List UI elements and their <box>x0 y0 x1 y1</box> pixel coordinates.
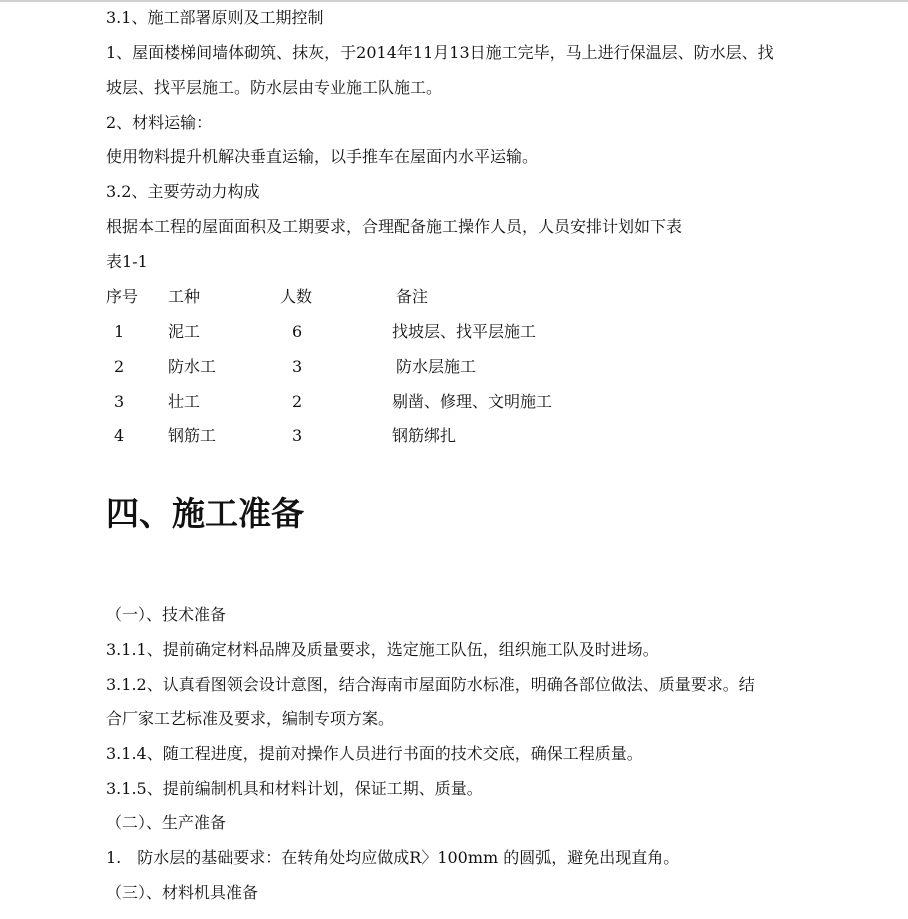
row-remarks: 剔凿、修理、文明施工 <box>392 392 553 411</box>
row-trade: 壮工 <box>168 392 201 411</box>
row-index: 3 <box>114 392 125 411</box>
paragraph-line: 3.1.4、随工程进度，提前对操作人员进行书面的技术交底，确保工程质量。 <box>106 744 643 763</box>
paragraph-line: 1. 防水层的基础要求：在转角处均应做成R〉100mm 的圆弧，避免出现直角。 <box>106 848 680 867</box>
table-caption: 表1-1 <box>106 252 148 271</box>
material-transport-heading: 2、材料运输： <box>106 113 213 132</box>
paragraph-line: 根据本工程的屋面面积及工期要求，合理配备施工操作人员，人员安排计划如下表 <box>106 217 683 236</box>
row-remarks: 防水层施工 <box>396 357 477 376</box>
section-3-2-heading: 3.2、主要劳动力构成 <box>106 182 260 201</box>
page-top-border <box>0 0 908 2</box>
paragraph-line: 使用物料提升机解决垂直运输，以手推车在屋面内水平运输。 <box>106 147 539 166</box>
row-count: 3 <box>292 357 303 376</box>
row-count: 2 <box>292 392 303 411</box>
row-index: 4 <box>114 426 125 445</box>
production-prep-heading: （二）、生产准备 <box>106 813 227 832</box>
paragraph-line: 坡层、找平层施工。防水层由专业施工队施工。 <box>106 78 443 97</box>
row-count: 3 <box>292 426 303 445</box>
paragraph-line: 1、屋面楼梯间墙体砌筑、抹灰，于2014年11月13日施工完毕，马上进行保温层、防水层、找 <box>106 43 774 62</box>
materials-prep-heading: （三）、材料机具准备 <box>106 883 259 902</box>
section-heading: 四、施工准备 <box>106 494 304 533</box>
paragraph-line: 合厂家工艺标准及要求，编制专项方案。 <box>106 709 395 728</box>
header-cell-index: 序号 <box>106 287 139 306</box>
header-cell-trade: 工种 <box>168 287 201 306</box>
section-3-1-heading: 3.1、施工部署原则及工期控制 <box>106 8 324 27</box>
row-trade: 钢筋工 <box>168 426 217 445</box>
row-trade: 防水工 <box>168 357 217 376</box>
row-trade: 泥工 <box>168 322 201 341</box>
paragraph-line: 3.1.2、认真看图领会设计意图，结合海南市屋面防水标准，明确各部位做法、质量要求。结 <box>106 675 755 694</box>
row-remarks: 钢筋绑扎 <box>392 426 457 445</box>
row-count: 6 <box>292 322 303 341</box>
header-cell-remarks: 备注 <box>396 287 429 306</box>
paragraph-line: 3.1.1、提前确定材料品牌及质量要求，选定施工队伍，组织施工队及时进场。 <box>106 640 659 659</box>
row-index: 2 <box>114 357 125 376</box>
tech-prep-heading: （一）、技术准备 <box>106 605 227 624</box>
row-remarks: 找坡层、找平层施工 <box>392 322 537 341</box>
row-index: 1 <box>114 322 125 341</box>
paragraph-line: 3.1.5、提前编制机具和材料计划，保证工期、质量。 <box>106 779 483 798</box>
header-cell-count: 人数 <box>280 287 313 306</box>
